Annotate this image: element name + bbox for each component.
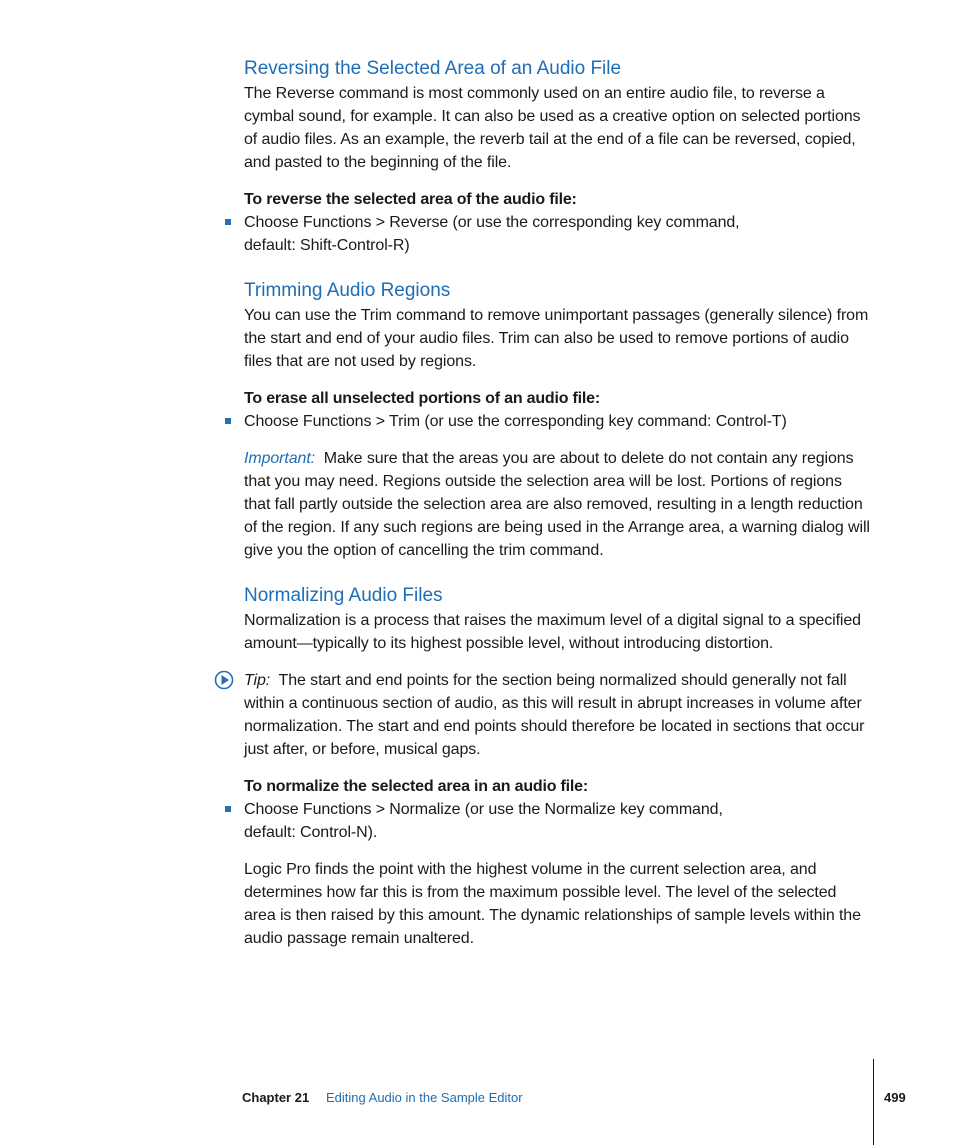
important-text: Make sure that the areas you are about to delete do not contain any regions that you may need. Regions outside the selection area will be lost. Portions of regions that fall partly outside the selection area are also removed, resulting in a length reduction of the region. If any such regions are being used in the Arrange area, a warning dialog will give you the option of cancelling the trim command. [244,450,870,559]
tip-note [244,669,872,761]
normalizing-paragraph: Normalization is a process that raises the maximum level of a digital signal to a specified amount—typically to its highest possible level, without introducing distortion. [244,612,861,652]
page-footer [0,1086,954,1126]
page-content [244,56,872,950]
reversing-paragraph: The Reverse command is most commonly used on an entire audio file, to reverse a cymbal sound, for example. It can also be used as a creative option on selected portions of audio files. As an example, the reverb tail at the end of a file can be reversed, copied, and pasted to the beginning of the file. [244,85,861,171]
normalizing-bullet-line2: default: Control-N). [244,824,378,841]
important-note [244,447,872,562]
tip-paragraph [244,669,872,761]
tip-label: Tip: [244,672,271,689]
tip-text: The start and end points for the section being normalized should generally not fall within a continuous section of audio, as this will result in abrupt increases in volume after normalization. The start and end points should therefore be located in sections that occur just after, or before, musical gaps. [244,672,865,758]
normalizing-closing-paragraph: Logic Pro finds the point with the highest volume in the current selection area, and determines how far this is from the maximum possible level. The level of the selected area is then raised by this amount. The dynamic relationships of sample levels within the audio passage remain unaltered. [244,861,861,947]
trimming-bullet-item [244,410,872,433]
reversing-bullet-line1: Choose Functions > Reverse (or use the corresponding key command, [244,214,740,231]
trimming-paragraph: You can use the Trim command to remove unimportant passages (generally silence) from the start and end of your audio files. Trim can also be used to remove portions of audio files that are not used by regions. [244,307,869,370]
tip-arrow-icon [214,670,234,690]
footer-chapter: Chapter 21 [242,1090,310,1105]
section-heading-trimming: Trimming Audio Regions [244,280,451,301]
square-bullet-icon [225,806,231,812]
footer-chapter-title: Editing Audio in the Sample Editor [326,1090,523,1105]
normalizing-task-title: To normalize the selected area in an audio file: [244,778,588,795]
normalizing-bullet-item [244,798,872,844]
trimming-task-title: To erase all unselected portions of an audio file: [244,390,600,407]
square-bullet-icon [225,219,231,225]
normalizing-bullet-line1: Choose Functions > Normalize (or use the Normalize key command, [244,801,723,818]
trimming-bullet-text: Choose Functions > Trim (or use the corresponding key command: Control-T) [244,413,787,430]
page-number: 499 [884,1090,906,1105]
section-heading-reversing: Reversing the Selected Area of an Audio File [244,58,622,79]
reversing-bullet-item [244,211,872,257]
important-label: Important: [244,450,316,467]
footer-divider [873,1059,874,1145]
reversing-task-title: To reverse the selected area of the audio file: [244,191,577,208]
square-bullet-icon [225,418,231,424]
reversing-bullet-line2: default: Shift-Control-R) [244,237,410,254]
section-heading-normalizing: Normalizing Audio Files [244,585,443,606]
